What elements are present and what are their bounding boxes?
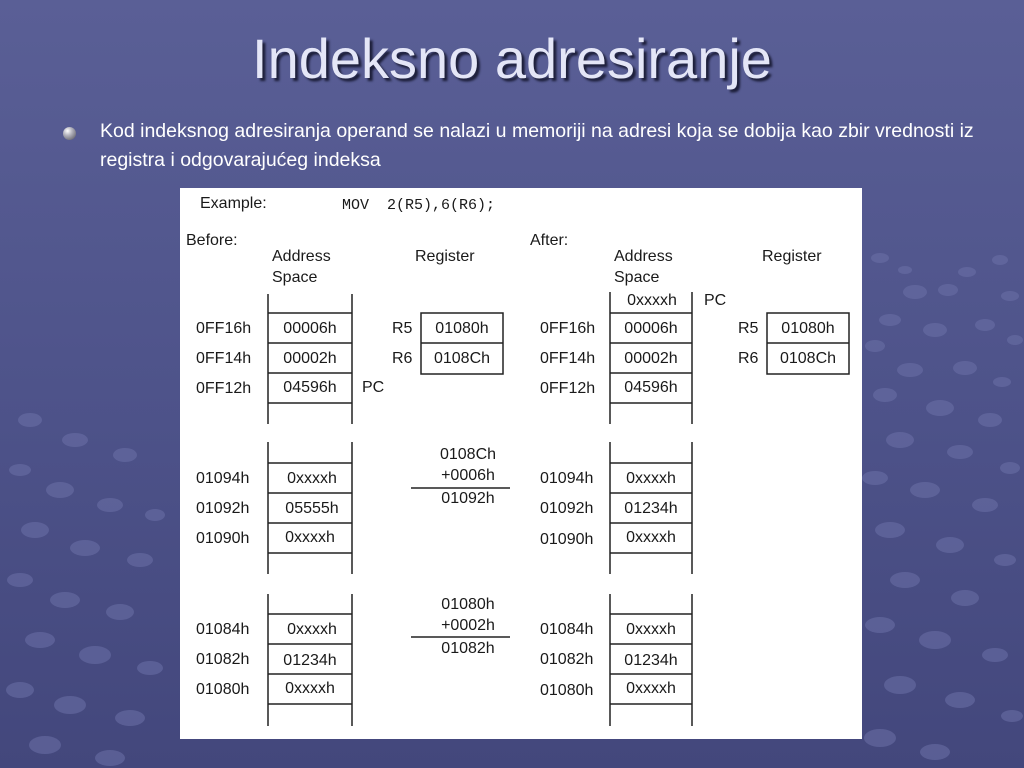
before-reg-r6-name: R6 [392,350,413,367]
after-val-0ff16: 00006h [624,320,678,337]
example-label: Example: [200,195,267,212]
after-val-01084: 0xxxxh [626,621,676,638]
after-reg-r5-name: R5 [738,320,759,337]
after-pc-marker: PC [704,292,727,309]
calc1-offset: +0006h [441,467,495,484]
address-calc-2 [411,596,510,657]
before-addr-01084: 01084h [196,621,250,638]
after-addr-0ff16: 0FF16h [540,320,596,337]
before-reg-r5-value: 01080h [435,320,489,337]
calc2-base: 01080h [441,596,495,613]
slide-title: Indeksno adresiranje [252,27,772,90]
after-addr-0ff12: 0FF12h [540,380,596,397]
before-label: Before: [186,232,238,249]
after-reg-r6-value: 0108Ch [779,350,837,367]
before-addr-01082: 01082h [196,651,250,668]
before-val-01090: 0xxxxh [285,529,335,546]
after-addr-0ff14: 0FF14h [540,350,596,367]
before-register-label: Register [415,248,475,265]
after-val-01094: 0xxxxh [626,470,676,487]
calc2-offset: +0002h [441,617,495,634]
before-addr-01092: 01092h [196,500,250,517]
after-val-0ff12: 04596h [624,379,678,396]
address-calc-1 [411,446,510,507]
after-val-01092: 01234h [624,500,678,517]
after-address-space-label-line2: Space [614,269,660,286]
after-addr-01084: 01084h [540,621,594,638]
after-label: After: [530,232,569,249]
before-addr-0ff14: 0FF14h [196,350,252,367]
before-reg-r5-name: R5 [392,320,413,337]
after-pc-value: 0xxxxh [627,292,677,309]
after-addr-01092: 01092h [540,500,594,517]
before-val-0ff16: 00006h [283,320,337,337]
instruction-text: MOV 2(R5),6(R6); [342,197,496,214]
after-addr-01094: 01094h [540,470,594,487]
before-addr-0ff12: 0FF12h [196,380,252,397]
indexed-addressing-diagram [180,188,862,739]
after-reg-r5-value: 01080h [781,320,835,337]
before-val-01094: 0xxxxh [287,470,337,487]
before-val-01084: 0xxxxh [287,621,337,638]
before-val-01092: 05555h [285,500,339,517]
before-addr-01094: 01094h [196,470,250,487]
before-val-01082: 01234h [283,652,337,669]
after-addr-01082: 01082h [540,651,594,668]
after-address-space-label-line1: Address [614,248,673,265]
before-pc-marker: PC [362,379,385,396]
after-addr-01090: 01090h [540,531,594,548]
after-val-0ff14: 00002h [624,350,678,367]
after-register-label: Register [762,248,822,265]
before-reg-r6-value: 0108Ch [433,350,491,367]
before-val-01080: 0xxxxh [285,680,335,697]
after-reg-r6-name: R6 [738,350,759,367]
before-addr-01080: 01080h [196,681,250,698]
bullet-text: Kod indeksnog adresiranja operand se nalazi u memoriji na adresi koja se dobija kao zbir vrednosti iz registra i odgovarajućeg indeksa [100,120,974,171]
before-addr-0ff16: 0FF16h [196,320,252,337]
after-addr-01080: 01080h [540,682,594,699]
calc2-result: 01082h [441,640,495,657]
after-val-01080: 0xxxxh [626,680,676,697]
after-val-01082: 01234h [624,652,678,669]
before-val-0ff12: 04596h [283,379,337,396]
bullet-icon [63,127,76,140]
calc1-result: 01092h [441,490,495,507]
calc1-base: 0108Ch [439,446,497,463]
before-address-space-label-line1: Address [272,248,331,265]
before-address-space-label-line2: Space [272,269,318,286]
after-val-01090: 0xxxxh [626,529,676,546]
before-addr-01090: 01090h [196,530,250,547]
before-val-0ff14: 00002h [283,350,337,367]
